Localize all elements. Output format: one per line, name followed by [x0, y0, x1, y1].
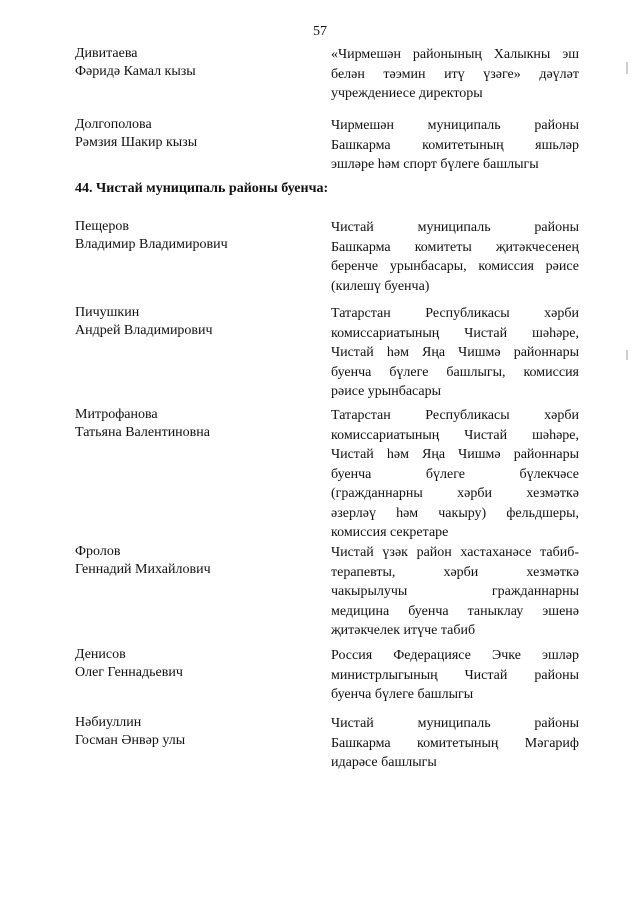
member-role [331, 45, 579, 104]
page-number: 57 [313, 24, 327, 39]
member-given-name: Геннадий Михайлович [75, 562, 211, 577]
member-role [331, 218, 579, 296]
role-line: учреждениесе директоры [331, 86, 483, 101]
member-surname: Дивитаева [75, 46, 138, 61]
role-line: медицина буенча таныклау эшенә [331, 603, 579, 619]
member-given-name: Олег Геннадьевич [75, 665, 183, 680]
member-given-name: Рәмзия Шакир кызы [75, 135, 198, 150]
role-line: Чистай муниципаль районы [331, 716, 579, 731]
role-line: белән тәэмин итү үзәге» дәүләт [331, 66, 579, 82]
role-line: Башкарма комитетының яшьләр [331, 137, 579, 153]
member-surname: Пещеров [75, 219, 129, 234]
member-name [75, 45, 315, 81]
member-name [75, 714, 315, 750]
member-role [331, 714, 579, 773]
scan-edge-mark [626, 350, 628, 360]
role-line: Чистай үзәк район хастаханәсе табиб- [331, 545, 579, 560]
member-name [75, 218, 315, 254]
role-line: Башкарма комитеты җитәкчесенең [331, 239, 579, 255]
section-heading: 44. Чистай муниципаль районы буенча: [75, 181, 329, 196]
role-line: комиссия секретаре [331, 525, 449, 540]
role-line: комиссариатының Чистай шәһәре, [331, 427, 579, 443]
role-line: (килешү буенча) [331, 278, 430, 294]
member-surname: Долгополова [75, 117, 152, 132]
role-line: Башкарма комитетының Мәгариф [331, 735, 579, 751]
role-line: идарәсе башлыгы [331, 755, 437, 770]
member-surname: Митрофанова [75, 407, 158, 422]
scan-edge-mark [626, 62, 628, 74]
member-role [331, 304, 579, 402]
member-role [331, 406, 579, 543]
role-line: Чистай һәм Яңа Чишмә районнары [331, 447, 579, 462]
member-role [331, 116, 579, 175]
member-surname: Нәбиуллин [75, 715, 142, 730]
role-line: Чистай һәм Яңа Чишмә районнары [331, 345, 579, 360]
role-line: (гражданнарны хәрби хезмәткә [331, 486, 579, 501]
role-line: эшләре һәм спорт бүлеге башлыгы [331, 157, 539, 172]
role-line: чакырылучы гражданнарны [331, 584, 579, 599]
member-role [331, 543, 579, 641]
role-line: Татарстан Республикасы хәрби [331, 408, 579, 423]
role-line: терапевты, хәрби хезмәткә [331, 564, 579, 580]
role-line: беренче урынбасары, комиссия рәисе [331, 259, 579, 274]
member-given-name: Татьяна Валентиновна [75, 425, 210, 440]
role-line: җитәкчелек итүче табиб [331, 623, 476, 638]
member-name [75, 543, 315, 579]
member-surname: Фролов [75, 544, 121, 559]
member-given-name: Владимир Владимирович [75, 237, 228, 252]
member-name [75, 304, 315, 340]
member-given-name: Фәридә Камал кызы [75, 64, 196, 79]
role-line: әзерләү һәм чакыру) фельдшеры, [331, 505, 579, 521]
role-line: буенча бүлеге башлыгы, комиссия [331, 364, 579, 380]
member-surname: Денисов [75, 647, 126, 662]
member-name [75, 116, 315, 152]
member-given-name: Госман Әнвәр улы [75, 733, 186, 748]
role-line: Россия Федерациясе Эчке эшләр [331, 648, 579, 663]
role-line: Татарстан Республикасы хәрби [331, 306, 579, 321]
role-line: рәисе урынбасары [331, 384, 442, 399]
member-role [331, 646, 579, 705]
role-line: комиссариатының Чистай шәһәре, [331, 325, 579, 341]
role-line: Чистай муниципаль районы [331, 220, 579, 235]
role-line: «Чирмешән районының Халыкны эш [331, 47, 579, 62]
role-line: Чирмешән муниципаль районы [331, 118, 579, 133]
member-given-name: Андрей Владимирович [75, 323, 213, 338]
member-name [75, 406, 315, 442]
role-line: буенча бүлеге башлыгы [331, 687, 474, 702]
member-surname: Пичушкин [75, 305, 140, 320]
role-line: министрлыгының Чистай районы [331, 667, 579, 683]
member-name [75, 646, 315, 682]
role-line: буенча бүлеге бүлекчәсе [331, 466, 579, 482]
